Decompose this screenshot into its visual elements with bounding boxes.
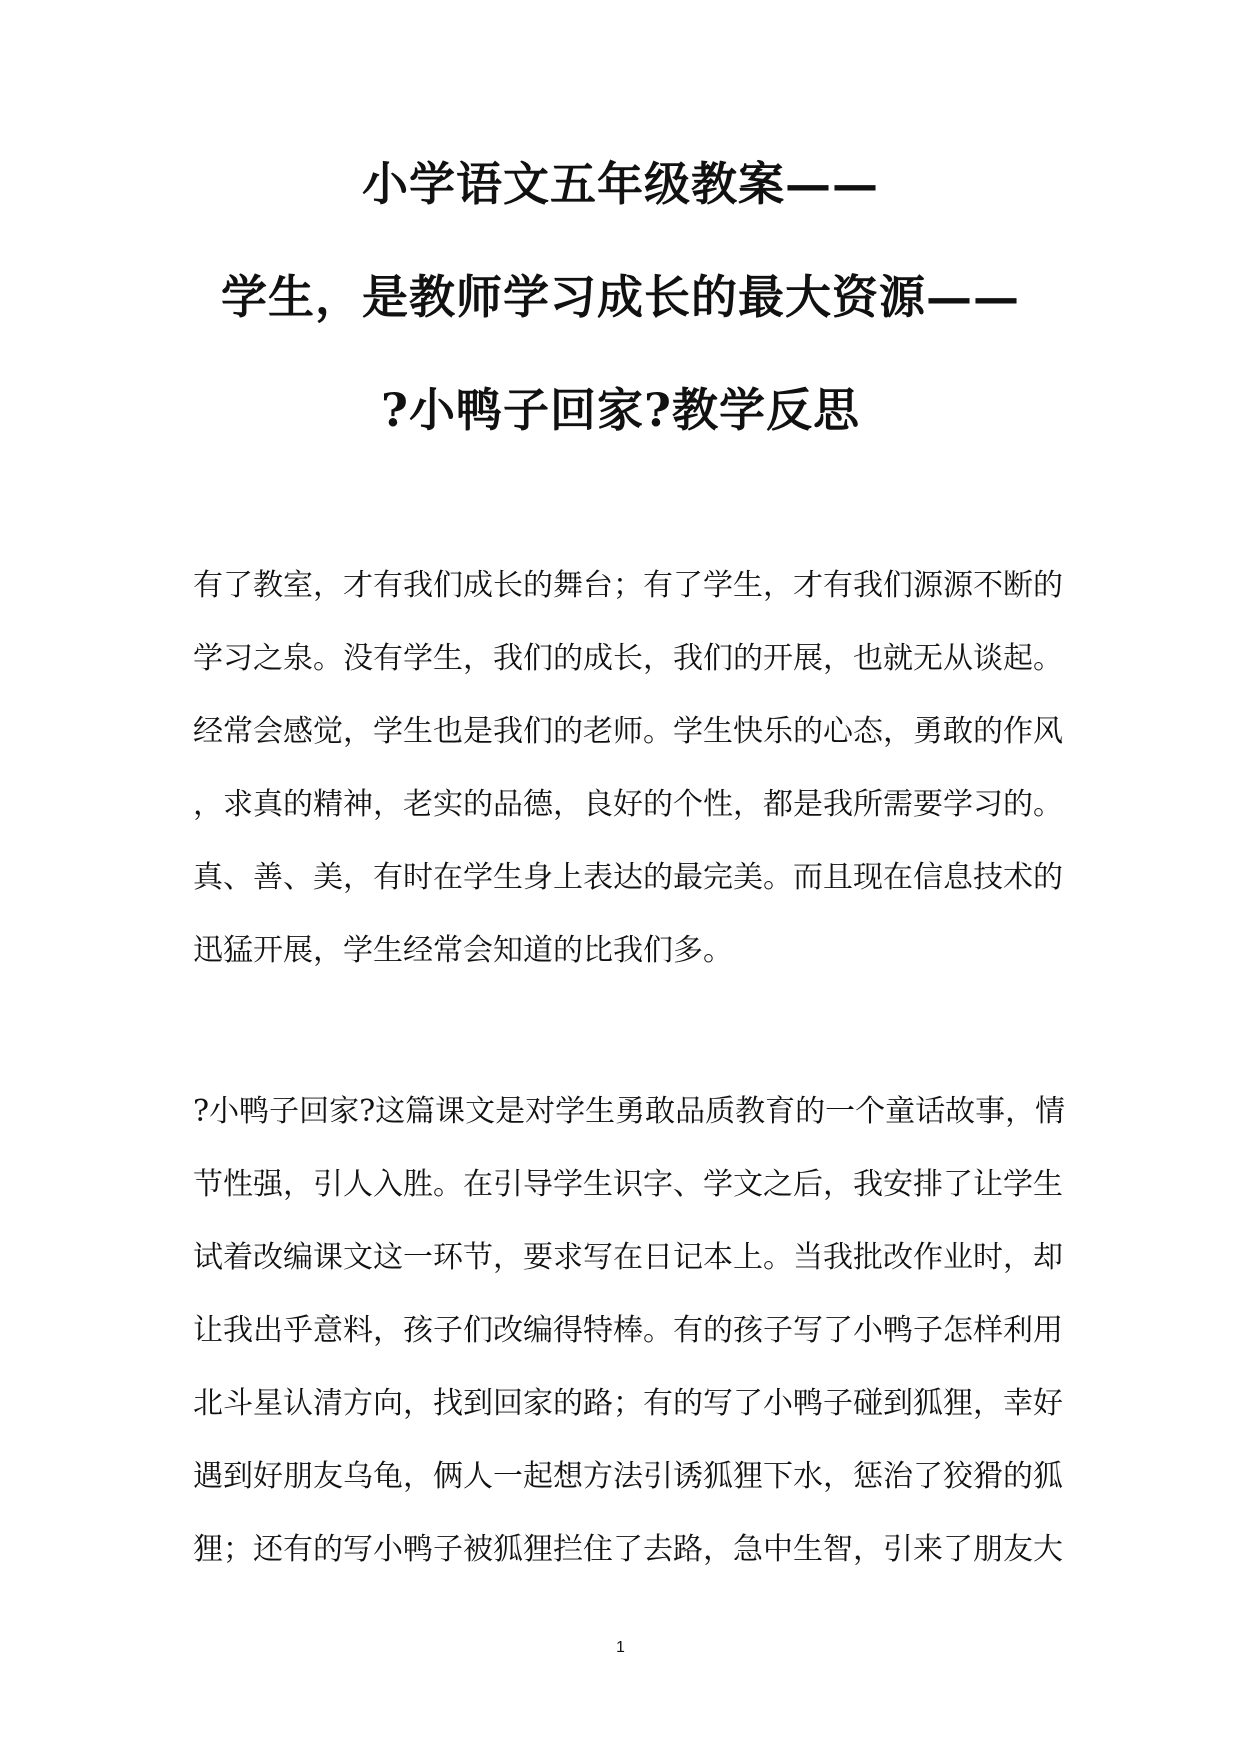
paragraph-2-line-6: 遇到好朋友乌龟，俩人一起想方法引诱狐狸下水，惩治了狡猾的狐 bbox=[193, 1459, 1063, 1494]
paragraph-1-line-6: 迅猛开展，学生经常会知道的比我们多。 bbox=[193, 933, 733, 968]
paragraph-2-line-2: 节性强，引人入胜。在引导学生识字、学文之后，我安排了让学生 bbox=[193, 1167, 1063, 1202]
paragraph-1-line-2: 学习之泉。没有学生，我们的成长，我们的开展，也就无从谈起。 bbox=[193, 641, 1063, 676]
paragraph-2-line-7: 狸；还有的写小鸭子被狐狸拦住了去路，急中生智，引来了朋友大 bbox=[193, 1532, 1063, 1567]
paragraph-2-line-5: 北斗星认清方向，找到回家的路；有的写了小鸭子碰到狐狸，幸好 bbox=[193, 1386, 1063, 1421]
title-line-3: ?小鸭子回家?教学反思 bbox=[381, 383, 860, 437]
paragraph-1-line-5: 真、善、美，有时在学生身上表达的最完美。而且现在信息技术的 bbox=[193, 860, 1063, 895]
page-number: 1 bbox=[616, 1639, 625, 1656]
paragraph-2-line-4: 让我出乎意料，孩子们改编得特棒。有的孩子写了小鸭子怎样利用 bbox=[193, 1313, 1063, 1348]
paragraph-1-line-4: ，求真的精神，老实的品德，良好的个性，都是我所需要学习的。 bbox=[193, 787, 1063, 822]
paragraph-2-line-1: ?小鸭子回家?这篇课文是对学生勇敢品质教育的一个童话故事，情 bbox=[193, 1094, 1066, 1129]
title-line-1: 小学语文五年级教案—— bbox=[362, 157, 879, 211]
title-line-2: 学生，是教师学习成长的最大资源—— bbox=[221, 270, 1020, 324]
paragraph-1-line-1: 有了教室，才有我们成长的舞台；有了学生，才有我们源源不断的 bbox=[193, 568, 1063, 603]
paragraph-1-line-3: 经常会感觉，学生也是我们的老师。学生快乐的心态，勇敢的作风 bbox=[193, 714, 1063, 749]
paragraph-2-line-3: 试着改编课文这一环节，要求写在日记本上。当我批改作业时，却 bbox=[193, 1240, 1063, 1275]
